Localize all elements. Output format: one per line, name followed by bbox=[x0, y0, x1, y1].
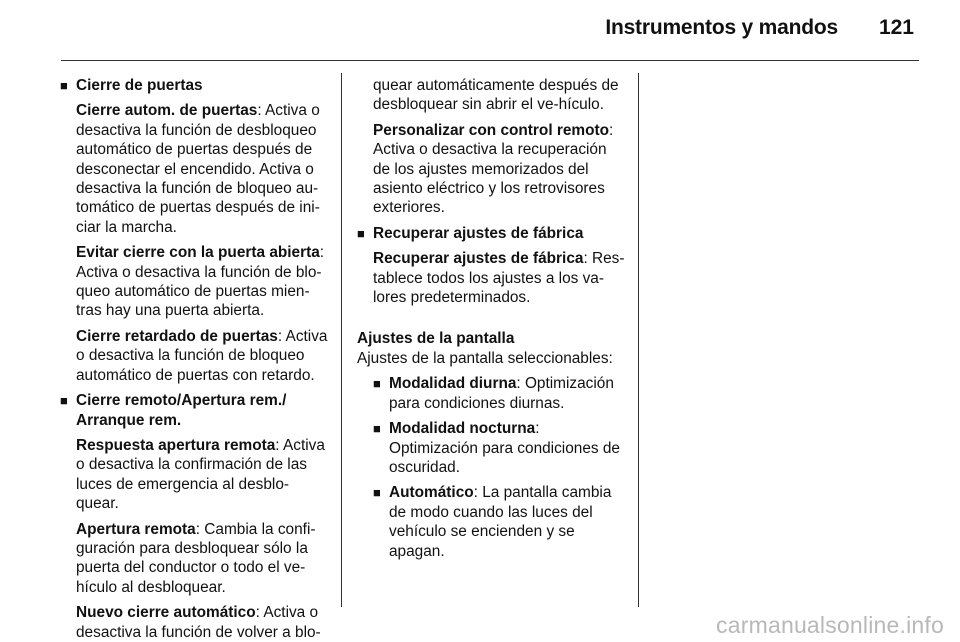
item-term: Cierre autom. de puertas bbox=[76, 102, 258, 120]
item-paragraph bbox=[389, 374, 625, 413]
item-paragraph bbox=[76, 101, 328, 237]
header-rule bbox=[61, 60, 919, 61]
item-term: Cierre retardado de puertas bbox=[76, 327, 278, 345]
item-text: : Activa o desactiva la función de desbloqueo automático de puertas después de desconectar el encendido. Activa o desactiva la función de bloqueo au-tomático de puertas después de ini-ciar la marcha. bbox=[76, 102, 320, 236]
section-recuperar-ajustes bbox=[357, 224, 625, 308]
column-divider-2 bbox=[638, 73, 639, 607]
item-term: Recuperar ajustes de fábrica bbox=[373, 250, 584, 268]
bullet-icon: ■ bbox=[60, 393, 68, 409]
bullet-icon: ■ bbox=[357, 225, 365, 241]
item-text: : Activa o desactiva la recuperación de los ajustes memorizados del asiento eléctrico y los retrovisores exteriores. bbox=[373, 121, 614, 217]
item-text: : Activa o desactiva la función de bloqueo automático de puertas con retardo. bbox=[76, 327, 328, 384]
item-text: : Activa o desactiva la función de blo-queo automático de puertas mien-tras hay una puerta abierta. bbox=[76, 244, 325, 320]
item-paragraph bbox=[76, 243, 328, 321]
bullet-icon: ■ bbox=[60, 78, 68, 93]
section-cierre-remoto bbox=[60, 391, 328, 642]
item-paragraph bbox=[76, 327, 328, 385]
continued-paragraph: quear automáticamente después de desbloquear sin abrir el ve-hículo. bbox=[373, 77, 619, 114]
item-text: : Res-tablece todos los ajustes a los va-lores predeterminados. bbox=[373, 250, 625, 307]
column-divider-1 bbox=[341, 73, 342, 607]
item-text: : Optimización para condiciones diurnas. bbox=[389, 375, 614, 412]
item-term: Personalizar con control remoto bbox=[373, 121, 610, 139]
header-title: Instrumentos y mandos bbox=[605, 16, 838, 39]
item-text: : Cambia la confi-guración para desbloquear sólo la puerta del conductor o todo el ve-hículo al desbloquear. bbox=[76, 520, 316, 596]
watermark: carmanualsonline.info bbox=[716, 612, 944, 638]
item-text: : Activa o desactiva la función de volver a blo- bbox=[76, 604, 321, 641]
item-paragraph bbox=[389, 483, 625, 561]
item-text: : La pantalla cambia de modo cuando las luces del vehículo se encienden y se apagan. bbox=[389, 484, 612, 560]
item-paragraph bbox=[373, 249, 625, 307]
mode-item bbox=[373, 419, 625, 477]
column-1 bbox=[60, 76, 328, 642]
ajustes-heading: Ajustes de la pantalla bbox=[357, 330, 515, 348]
section-cierre-puertas bbox=[60, 76, 328, 385]
item-paragraph bbox=[76, 436, 328, 514]
item-paragraph bbox=[76, 520, 328, 598]
section-heading: Cierre de puertas bbox=[76, 77, 203, 94]
column-2 bbox=[357, 76, 625, 561]
section-heading: Recuperar ajustes de fábrica bbox=[373, 224, 584, 242]
item-paragraph bbox=[389, 419, 625, 477]
bullet-icon: ■ bbox=[373, 376, 381, 392]
item-paragraph bbox=[373, 121, 625, 218]
item-term: Evitar cierre con la puerta abierta bbox=[76, 244, 320, 262]
bullet-icon: ■ bbox=[373, 485, 381, 501]
mode-item bbox=[373, 374, 625, 413]
item-paragraph bbox=[76, 603, 328, 642]
section-heading: Cierre remoto/Apertura rem./ Arranque rem. bbox=[76, 392, 287, 429]
item-term: Modalidad diurna bbox=[389, 375, 517, 393]
ajustes-intro: Ajustes de la pantalla seleccionables: bbox=[357, 349, 613, 367]
item-term: Automático bbox=[389, 484, 474, 502]
page-number: 121 bbox=[878, 16, 914, 39]
item-term: Respuesta apertura remota bbox=[76, 436, 276, 454]
mode-item bbox=[373, 483, 625, 561]
item-text: : Activa o desactiva la confirmación de las luces de emergencia al desblo-quear. bbox=[76, 436, 325, 513]
item-term: Apertura remota bbox=[76, 520, 196, 538]
item-text: : Optimización para condiciones de oscuridad. bbox=[389, 420, 620, 476]
item-term: Modalidad nocturna bbox=[389, 420, 536, 438]
bullet-icon: ■ bbox=[373, 421, 381, 437]
item-term: Nuevo cierre automático bbox=[76, 604, 256, 622]
